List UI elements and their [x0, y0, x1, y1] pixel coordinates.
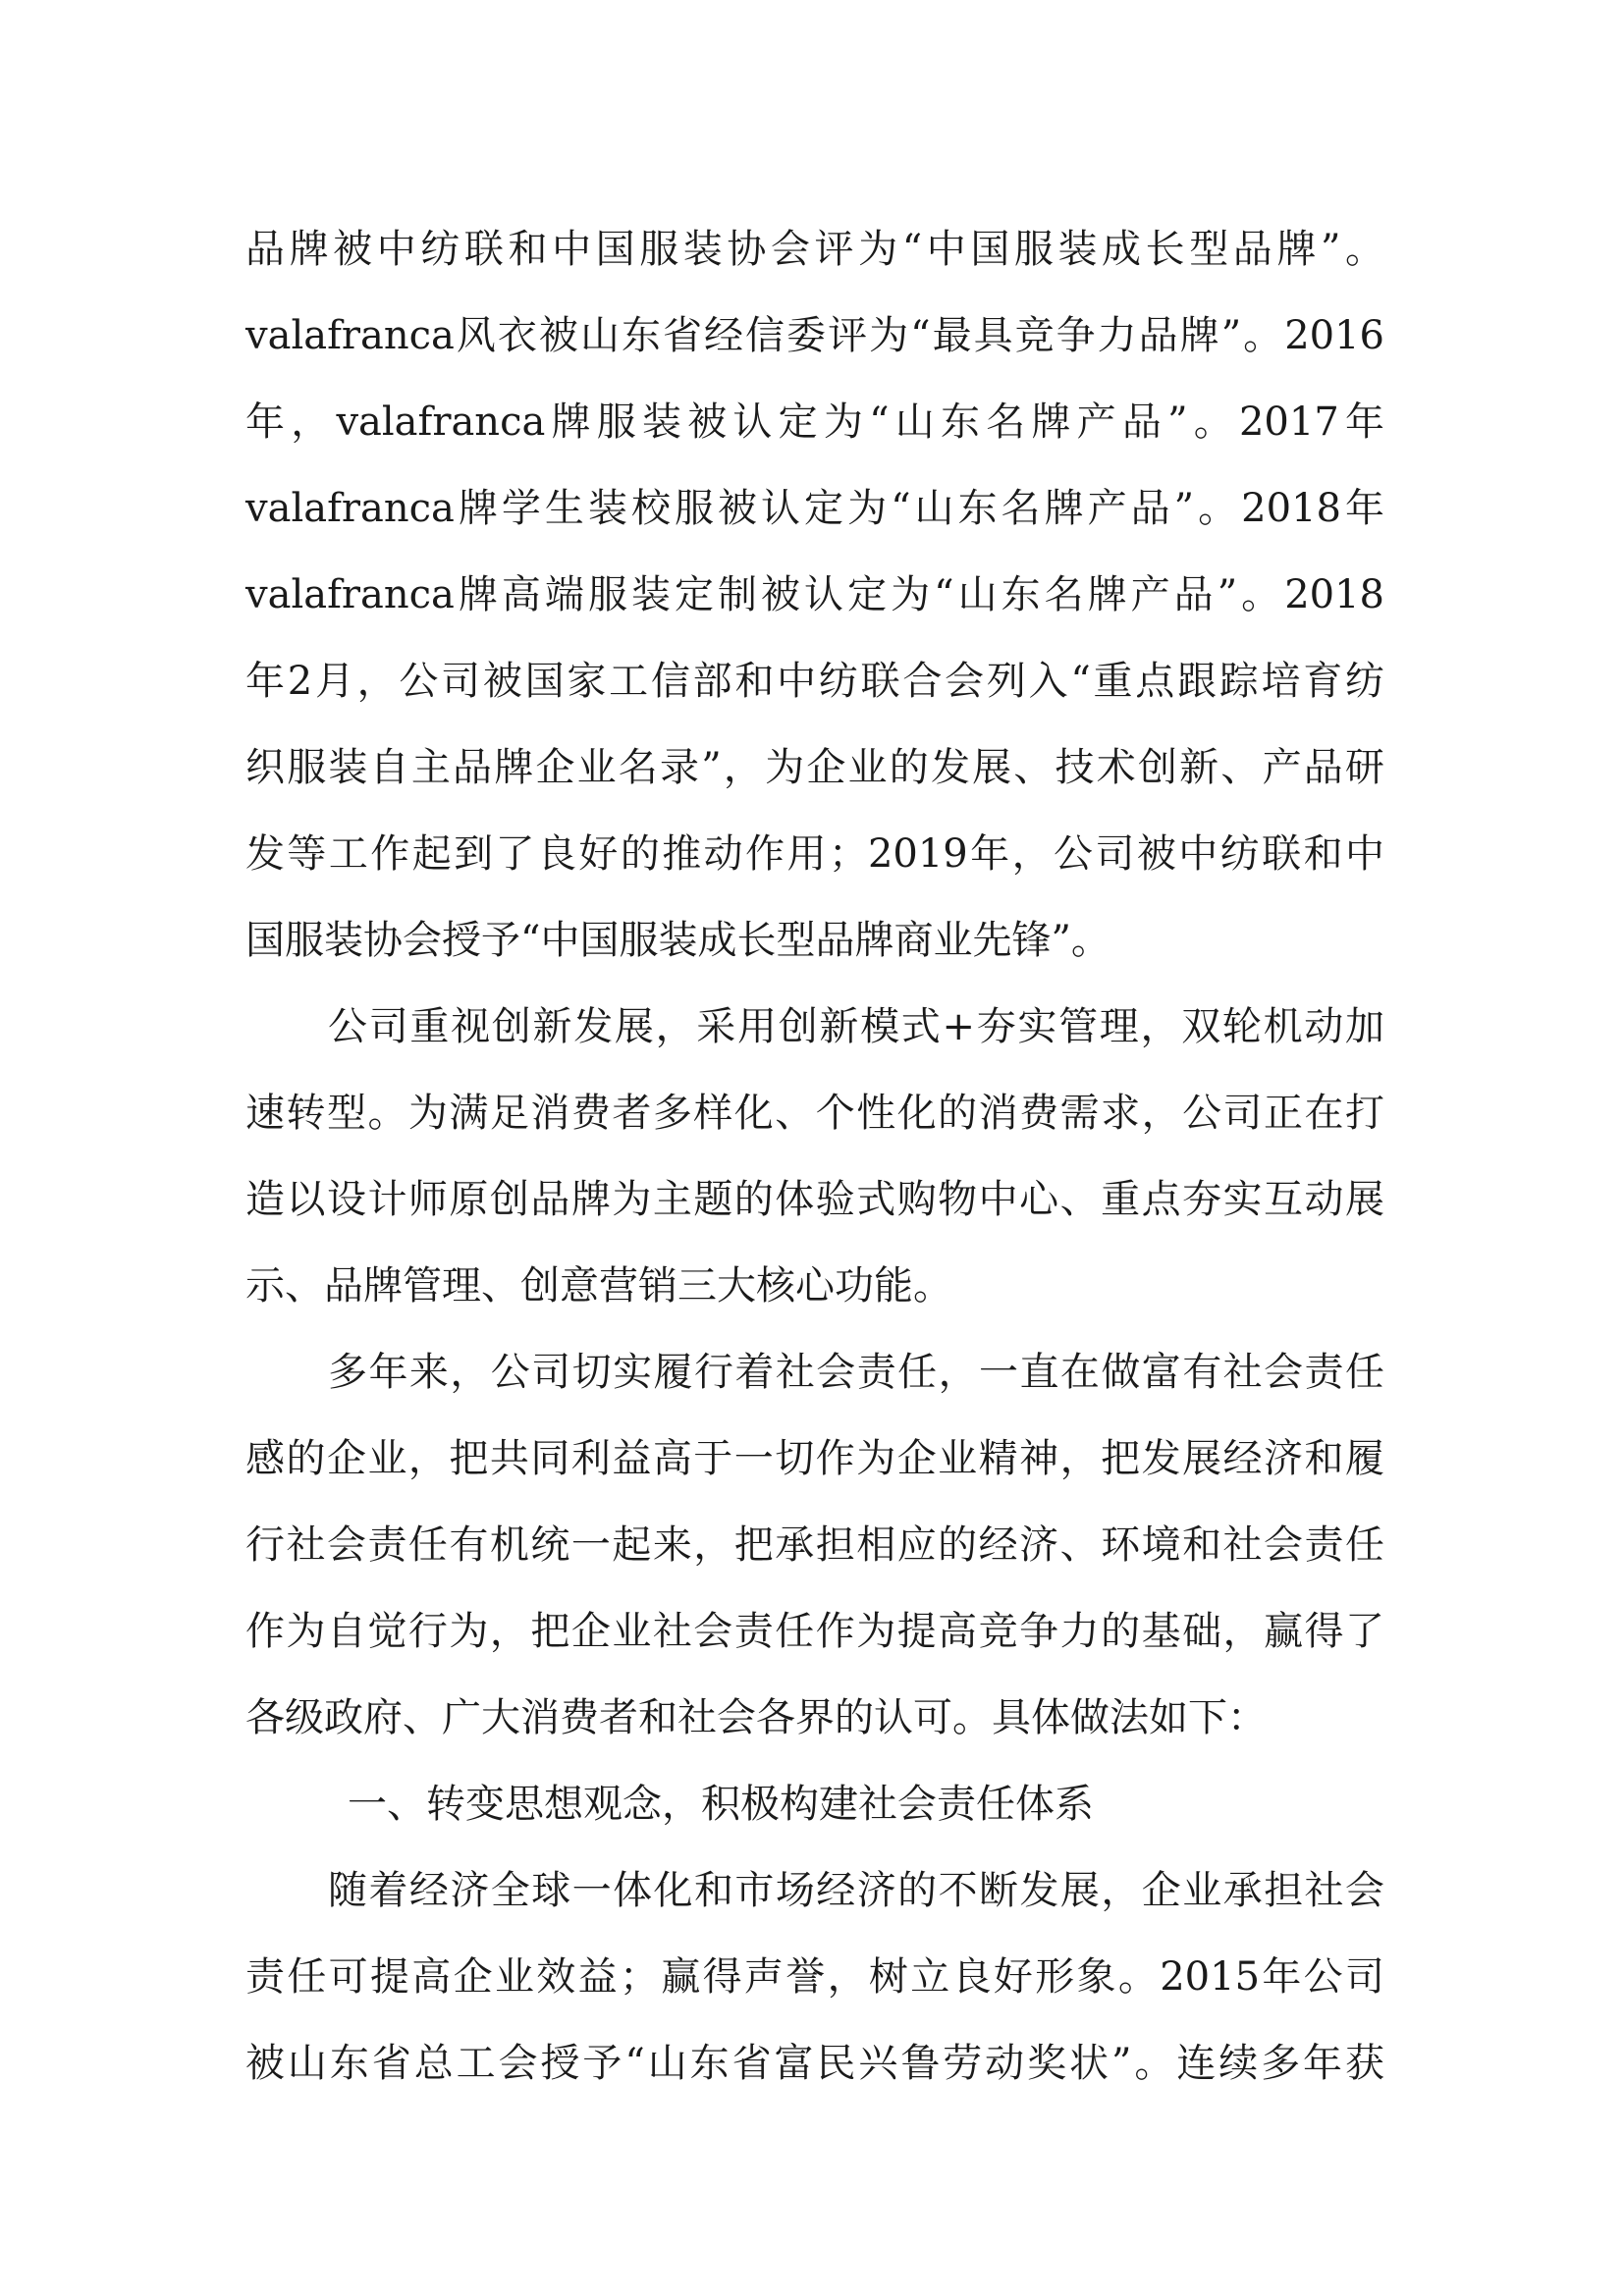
text-line: 公司重视创新发展，采用创新模式+夯实管理，双轮机动加 [328, 1004, 1384, 1049]
text-line: 发等工作起到了良好的推动作用；2019年，公司被中纺联和中 [245, 831, 1384, 877]
paragraph-innovation [245, 984, 1384, 1329]
section-heading [245, 1761, 1384, 1847]
paragraph-brand-awards [245, 206, 1384, 984]
text-line: 造以设计师原创品牌为主题的体验式购物中心、重点夯实互动展 [245, 1177, 1384, 1222]
text-line: 感的企业，把共同利益高于一切作为企业精神，把发展经济和履 [245, 1436, 1384, 1481]
text-line: valafranca牌学生装校服被认定为“山东名牌产品”。2018年 [245, 486, 1384, 531]
text-line: valafranca牌高端服装定制被认定为“山东名牌产品”。2018 [245, 572, 1384, 617]
text-line: 随着经济全球一体化和市场经济的不断发展，企业承担社会 [328, 1868, 1384, 1913]
text-line: 作为自觉行为，把企业社会责任作为提高竞争力的基础，赢得了 [245, 1609, 1384, 1654]
section-heading-text: 一、转变思想观念，积极构建社会责任体系 [348, 1782, 1094, 1827]
text-line: 各级政府、广大消费者和社会各界的认可。具体做法如下： [245, 1695, 1267, 1740]
paragraph-social-responsibility [245, 1329, 1384, 1761]
text-line: 年，valafranca牌服装被认定为“山东名牌产品”。2017年 [245, 400, 1384, 445]
text-line: 责任可提高企业效益；赢得声誉，树立良好形象。2015年公司 [245, 1954, 1384, 2000]
text-line: 行社会责任有机统一起来，把承担相应的经济、环境和社会责任 [245, 1522, 1384, 1568]
text-line: 多年来，公司切实履行着社会责任，一直在做富有社会责任 [328, 1350, 1384, 1395]
text-line: 年2月，公司被国家工信部和中纺联合会列入“重点跟踪培育纺 [245, 659, 1384, 704]
text-line: 被山东省总工会授予“山东省富民兴鲁劳动奖状”。连续多年获 [245, 2041, 1384, 2086]
document-body [245, 206, 1384, 2107]
text-line: valafranca风衣被山东省经信委评为“最具竞争力品牌”。2016 [245, 313, 1384, 358]
paragraph-globalization [245, 1847, 1384, 2107]
text-line: 速转型。为满足消费者多样化、个性化的消费需求，公司正在打 [245, 1091, 1384, 1136]
text-line: 示、品牌管理、创意营销三大核心功能。 [245, 1263, 952, 1308]
text-line: 国服装协会授予“中国服装成长型品牌商业先锋”。 [245, 918, 1110, 963]
text-line: 织服装自主品牌企业名录”，为企业的发展、技术创新、产品研 [245, 745, 1384, 790]
text-line: 品牌被中纺联和中国服装协会评为“中国服装成长型品牌”。 [245, 227, 1384, 272]
